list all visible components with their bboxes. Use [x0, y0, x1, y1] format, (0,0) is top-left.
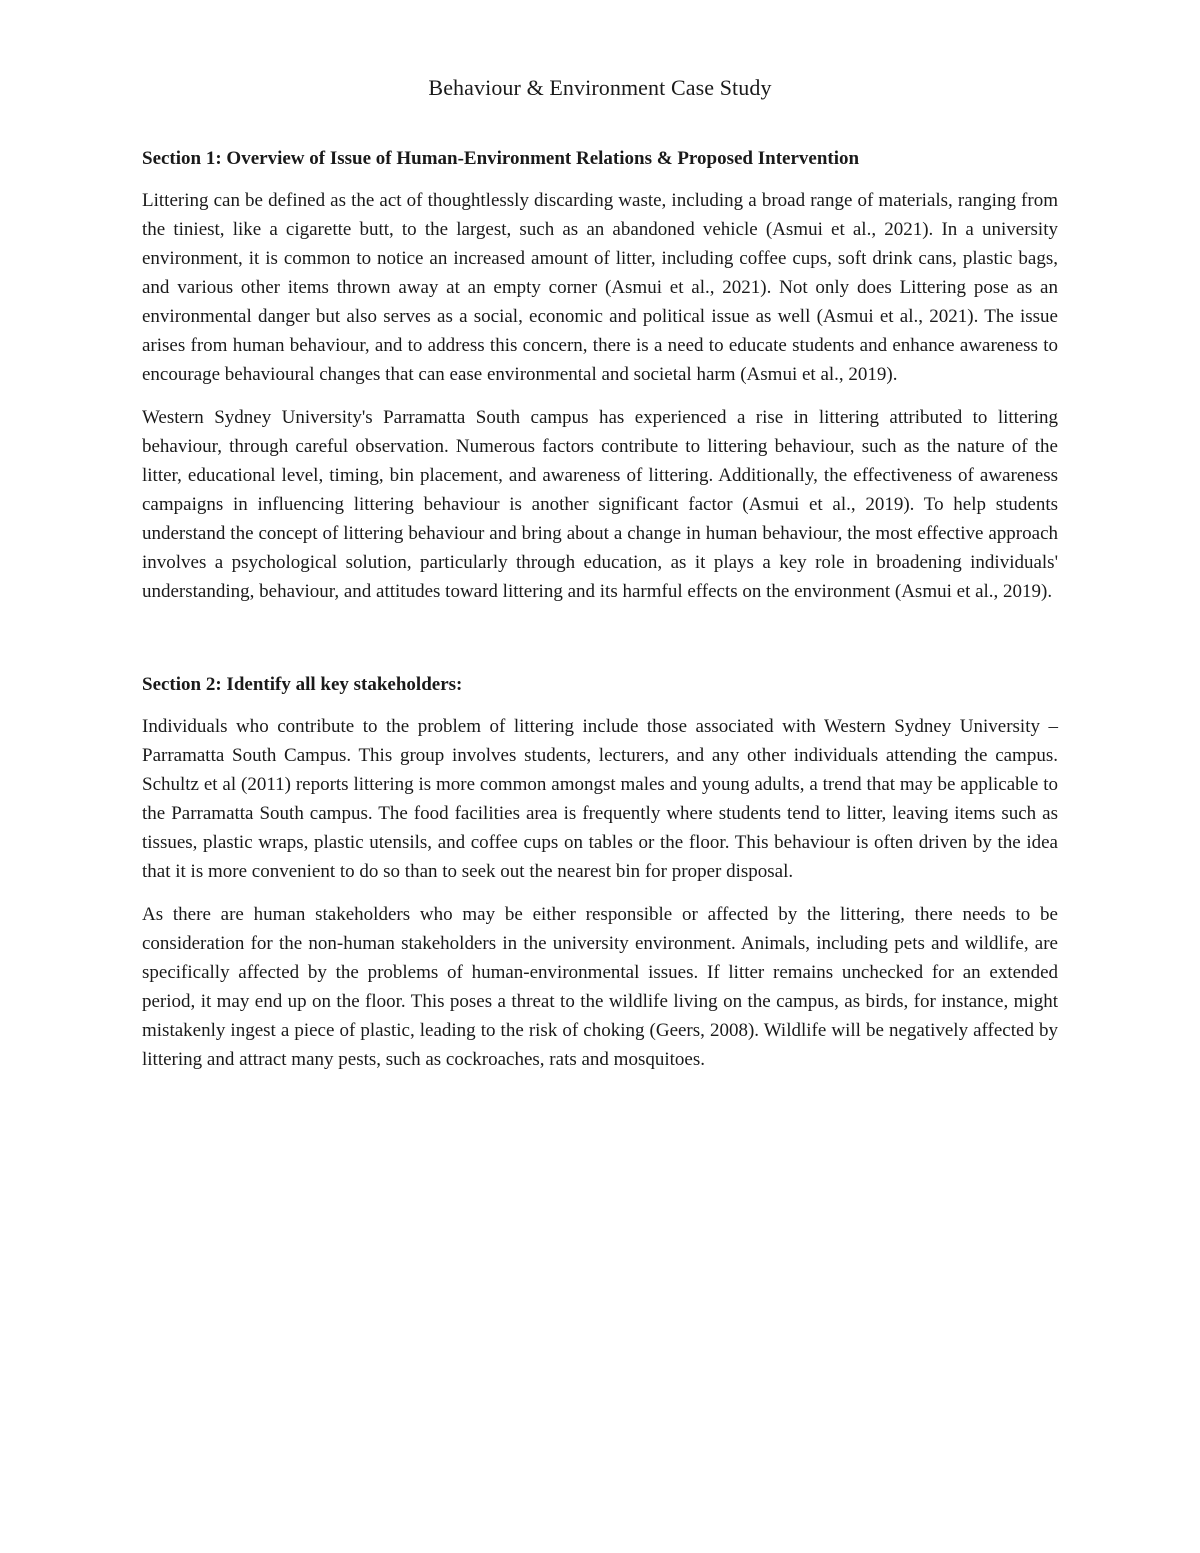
section-stakeholders — [142, 672, 1058, 1074]
document-page — [142, 72, 1058, 1088]
section-heading: Section 2: Identify all key stakeholders: — [142, 674, 463, 695]
section-spacer — [142, 620, 1058, 672]
section-heading: Section 1: Overview of Issue of Human-Environment Relations & Proposed Intervention — [142, 148, 860, 169]
section-overview — [142, 146, 1058, 606]
paragraph: Individuals who contribute to the problem of littering include those associated with Western Sydney University – Parramatta South Campus. This group involves students, lecturers, and any other individuals attending the campus. Schultz et al (2011) reports littering is more common amongst males and young adults, a trend that may be applicable to the Parramatta South campus. The food facilities area is frequently where students tend to litter, leaving items such as tissues, plastic wraps, plastic utensils, and coffee cups on tables or the floor. This behaviour is often driven by the idea that it is more convenient to do so than to seek out the nearest bin for proper disposal. — [142, 716, 1058, 882]
paragraph: Western Sydney University's Parramatta South campus has experienced a rise in littering attributed to littering behaviour, through careful observation. Numerous factors contribute to littering behaviour, such as the nature of the litter, educational level, timing, bin placement, and awareness of littering. Additionally, the effectiveness of awareness campaigns in influencing littering behaviour is another significant factor (Asmui et al., 2019). To help students understand the concept of littering behaviour and bring about a change in human behaviour, the most effective approach involves a psychological solution, particularly through education, as it plays a key role in broadening individuals' understanding, behaviour, and attitudes toward littering and its harmful effects on the environment (Asmui et al., 2019). — [142, 407, 1058, 602]
document-title: Behaviour & Environment Case Study — [428, 75, 772, 100]
paragraph: As there are human stakeholders who may be either responsible or affected by the littering, there needs to be consideration for the non-human stakeholders in the university environment. Animals, including pets and wildlife, are specifically affected by the problems of human-environmental issues. If litter remains unchecked for an extended period, it may end up on the floor. This poses a threat to the wildlife living on the campus, as birds, for instance, might mistakenly ingest a piece of plastic, leading to the risk of choking (Geers, 2008). Wildlife will be negatively affected by littering and attract many pests, such as cockroaches, rats and mosquitoes. — [142, 904, 1058, 1070]
paragraph: Littering can be defined as the act of thoughtlessly discarding waste, including a broad range of materials, ranging from the tiniest, like a cigarette butt, to the largest, such as an abandoned vehicle (Asmui et al., 2021). In a university environment, it is common to notice an increased amount of litter, including coffee cups, soft drink cans, plastic bags, and various other items thrown away at an empty corner (Asmui et al., 2021). Not only does Littering pose as an environmental danger but also serves as a social, economic and political issue as well (Asmui et al., 2021). The issue arises from human behaviour, and to address this concern, there is a need to educate students and enhance awareness to encourage behavioural changes that can ease environmental and societal harm (Asmui et al., 2019). — [142, 190, 1058, 385]
